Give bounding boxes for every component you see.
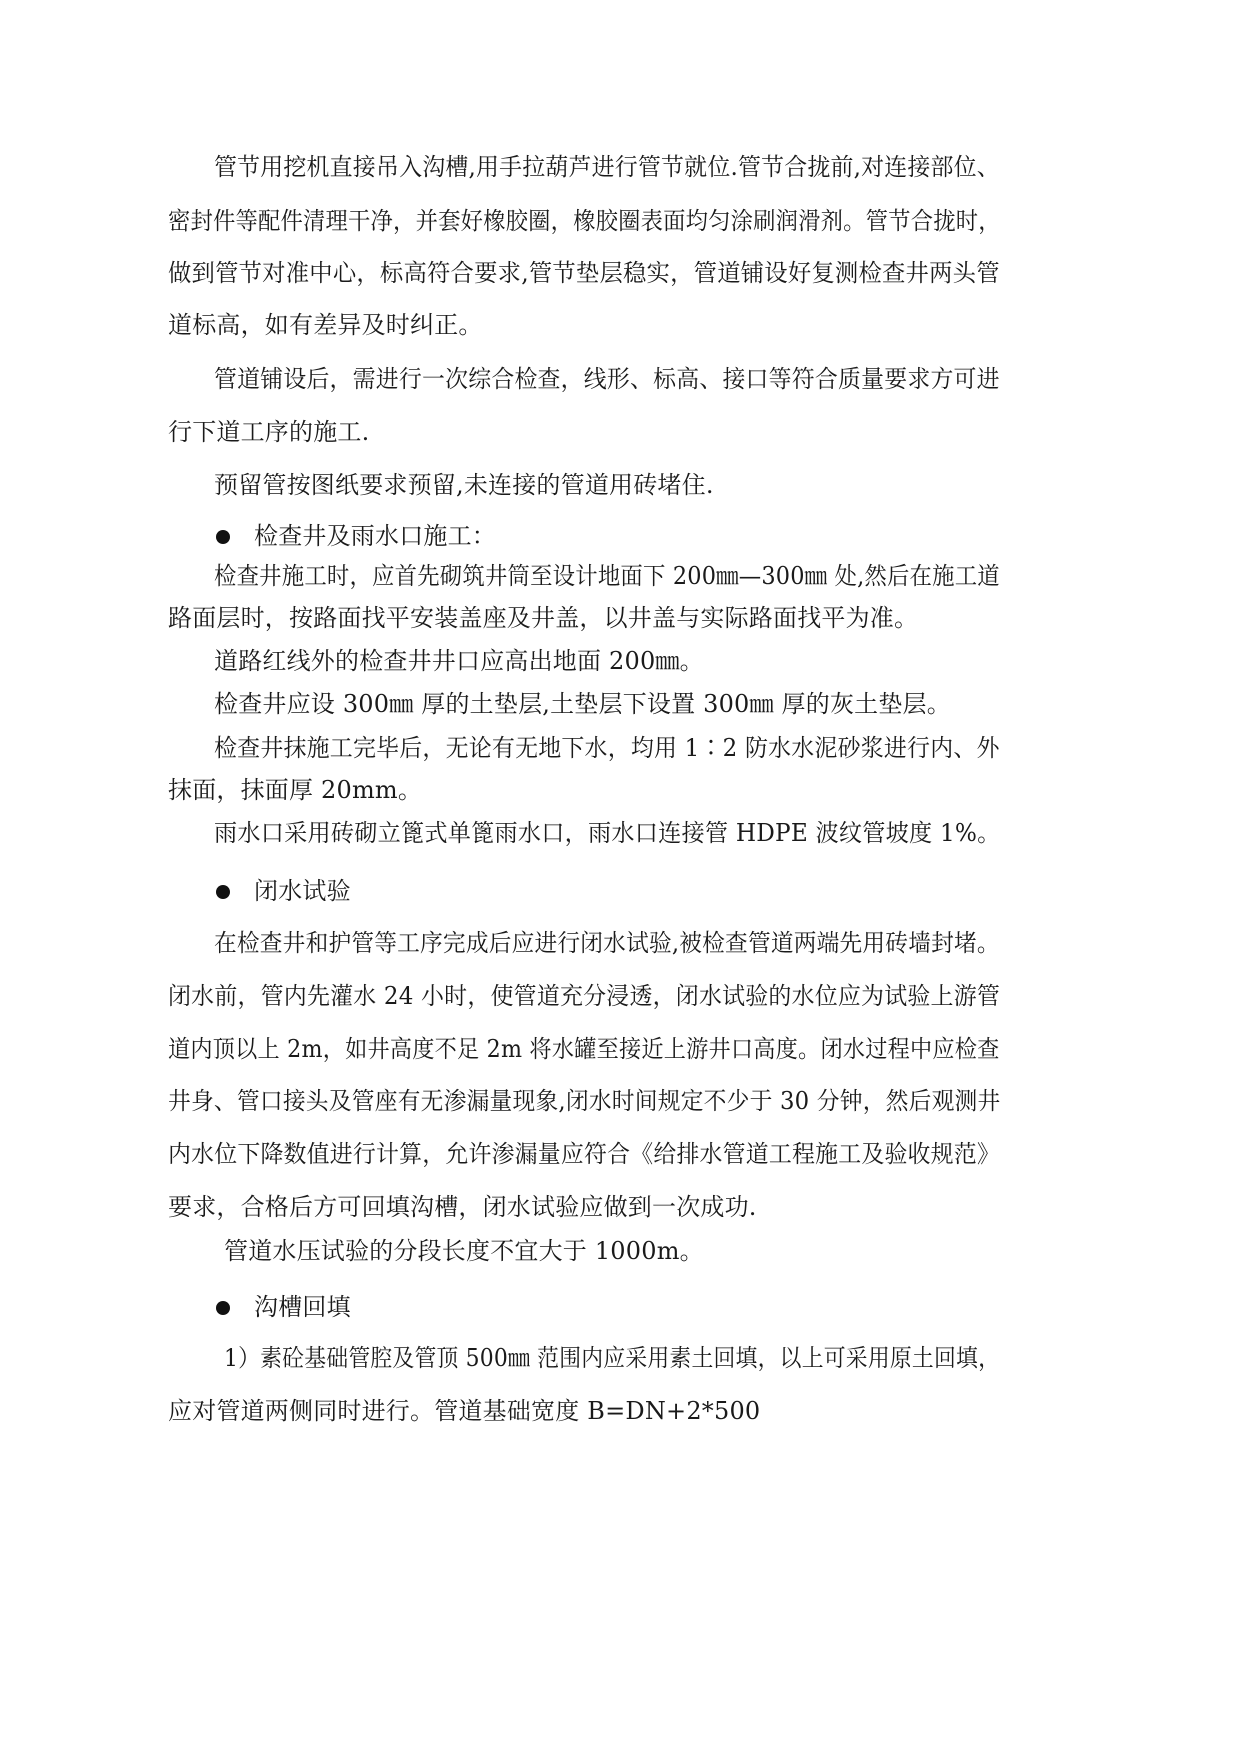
text-line: 管节用挖机直接吊入沟槽,用手拉葫芦进行管节就位.管节合拢前,对连接部位、: [214, 153, 1000, 181]
text-line: 应对管道两侧同时进行。管道基础宽度 B=DN+2*500: [168, 1397, 761, 1425]
text-line: 道标高，如有差异及时纠正。: [168, 311, 483, 339]
text-line: 1）素砼基础管腔及管顶 500㎜ 范围内应采用素土回填，以上可采用原土回填，: [224, 1344, 1001, 1372]
text-line: 在检查井和护管等工序完成后应进行闭水试验,被检查管道两端先用砖墙封堵。: [214, 929, 1000, 957]
text-line: 检查井抹施工完毕后，无论有无地下水，均用 1∶2 防水水泥砂浆进行内、外: [214, 734, 1000, 762]
text-line: 密封件等配件清理干净，并套好橡胶圈，橡胶圈表面均匀涂刷润滑剂。管节合拢时，: [168, 207, 1001, 235]
text-line: 路面层时，按路面找平安装盖座及井盖，以井盖与实际路面找平为准。: [168, 604, 919, 632]
section-heading: 检查井及雨水口施工：: [254, 522, 496, 550]
text-line: 管道水压试验的分段长度不宜大于 1000m。: [224, 1237, 704, 1265]
text-line: 道路红线外的检查井井口应高出地面 200㎜。: [214, 647, 704, 675]
text-line: 行下道工序的施工.: [168, 418, 370, 446]
bullet-icon: [216, 530, 230, 544]
bullet-icon: [216, 885, 230, 899]
text-line: 检查井应设 300㎜ 厚的土垫层,土垫层下设置 300㎜ 厚的灰土垫层。: [214, 690, 951, 718]
text-line: 抹面，抹面厚 20mm。: [168, 776, 423, 804]
text-line: 做到管节对准中心，标高符合要求,管节垫层稳实，管道铺设好复测检查井两头管: [168, 259, 1000, 287]
text-line: 预留管按图纸要求预留,未连接的管道用砖堵住.: [214, 471, 714, 499]
text-line: 井身、管口接头及管座有无渗漏量现象,闭水时间规定不少于 30 分钟，然后观测井: [168, 1087, 1001, 1115]
section-heading: 闭水试验: [254, 877, 351, 905]
text-line: 闭水前，管内先灌水 24 小时，使管道充分浸透，闭水试验的水位应为试验上游管: [168, 982, 1001, 1010]
text-line: 检查井施工时，应首先砌筑井筒至设计地面下 200㎜—300㎜ 处,然后在施工道: [214, 562, 1000, 590]
text-line: 内水位下降数值进行计算，允许渗漏量应符合《给排水管道工程施工及验收规范》: [168, 1140, 1000, 1168]
text-line: 要求，合格后方可回填沟槽，闭水试验应做到一次成功.: [168, 1193, 757, 1221]
section-heading: 沟槽回填: [254, 1293, 351, 1321]
bullet-icon: [216, 1301, 230, 1315]
text-line: 道内顶以上 2m，如井高度不足 2m 将水罐至接近上游井口高度。闭水过程中应检查: [168, 1035, 1000, 1063]
text-line: 雨水口采用砖砌立篦式单篦雨水口，雨水口连接管 HDPE 波纹管坡度 1%。: [214, 819, 1001, 847]
text-line: 管道铺设后，需进行一次综合检查，线形、标高、接口等符合质量要求方可进: [214, 365, 1000, 393]
